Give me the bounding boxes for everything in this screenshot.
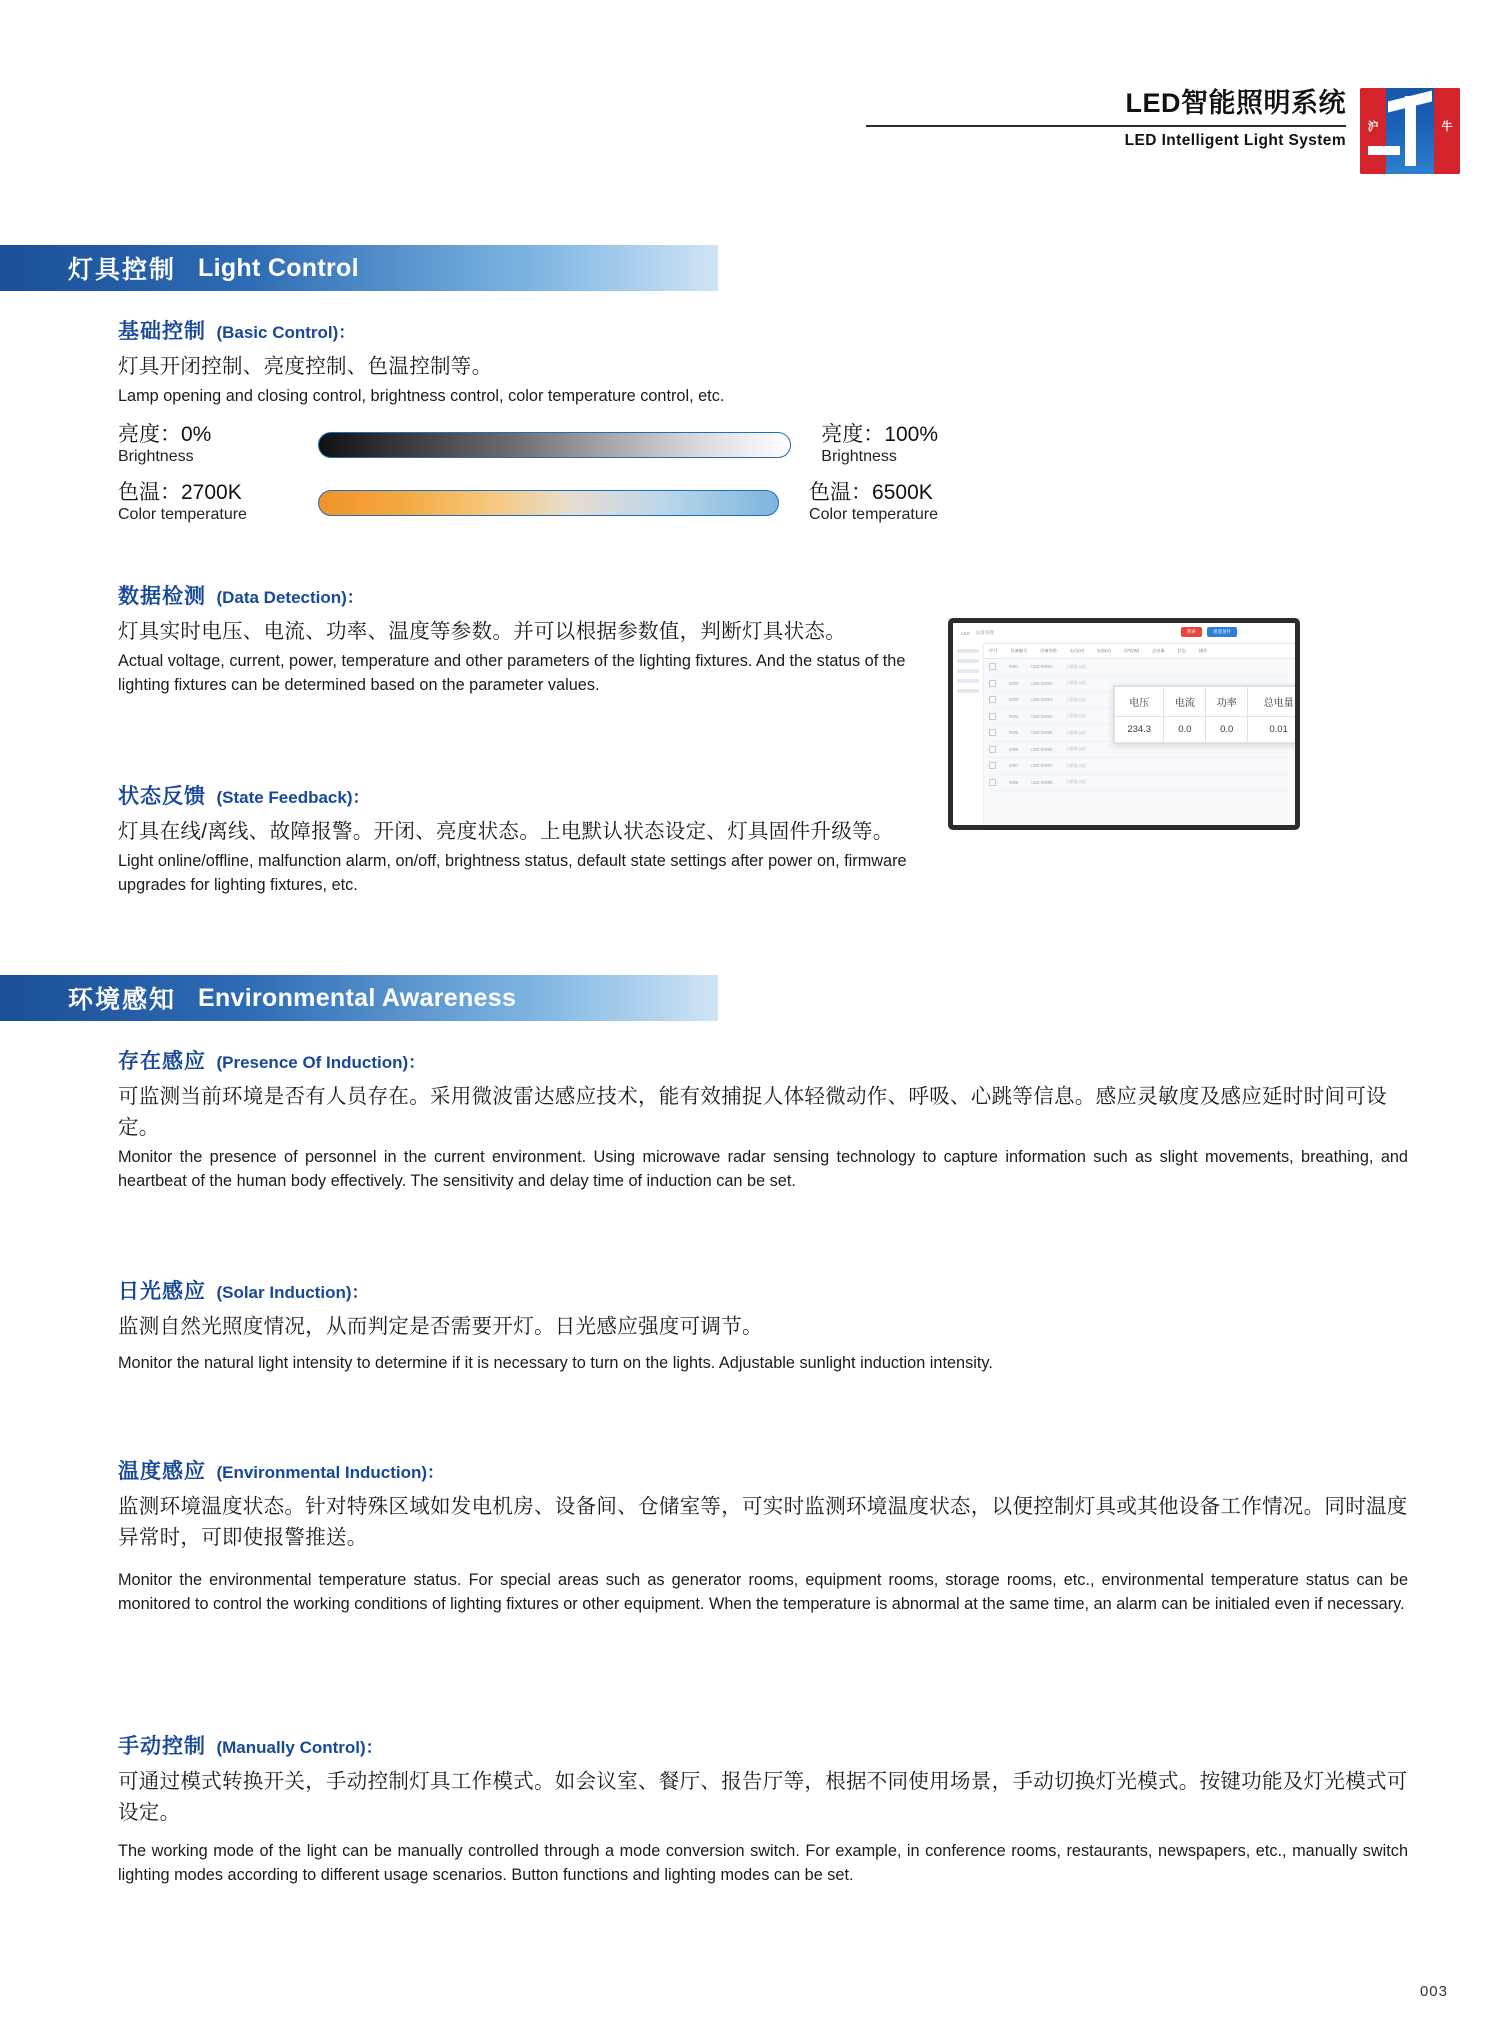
param-value-voltage: 234.3 — [1115, 717, 1164, 743]
sub-heading-manually-control — [118, 1730, 1408, 1760]
cell: 0008 — [1009, 779, 1019, 785]
sidebar-item[interactable] — [957, 669, 979, 673]
cct-value-left: 色温：2700K — [118, 480, 242, 504]
sub-heading-solar-induction — [118, 1275, 1408, 1305]
solar-cn-text: 监测自然光照度情况，从而判定是否需要开灯。日光感应强度可调节。 — [118, 1315, 763, 1338]
sub-heading-en: (Data Detection)： — [216, 588, 364, 607]
section-header-light-control — [0, 245, 718, 291]
row-checkbox[interactable] — [989, 779, 996, 786]
sub-heading-cn: 日光感应 — [118, 1280, 206, 1303]
cell: LED-00001 — [1031, 664, 1053, 670]
cell: 0005 — [1009, 730, 1019, 736]
sub-heading-presence-of-induction — [118, 1045, 1408, 1075]
block-basic-control — [118, 315, 938, 525]
section-title-cn: 环境感知 — [68, 986, 177, 1014]
sub-heading-cn: 温度感应 — [118, 1460, 206, 1483]
color-temperature-slider[interactable] — [318, 490, 779, 516]
sub-heading-cn: 数据检测 — [118, 585, 206, 608]
sub-heading-cn: 基础控制 — [118, 320, 206, 343]
logo-bar — [1368, 146, 1400, 155]
sub-heading-en: (Environmental Induction)： — [216, 1463, 445, 1482]
section-title-en: Environmental Awareness — [198, 983, 517, 1012]
block-state-feedback — [118, 780, 978, 897]
column-header: 序号 — [989, 648, 998, 653]
brightness-value-right: 亮度：100% — [821, 422, 938, 446]
dashboard-buttons — [1181, 627, 1237, 637]
cell: LED-00004 — [1031, 713, 1053, 719]
block-solar-induction — [118, 1275, 1408, 1376]
presence-cn-text: 可监测当前环境是否有人员存在。采用微波雷达感应技术，能有效捕捉人体轻微动作、呼吸、心跳等信息。感应灵敏度及感应延时时间可设定。 — [118, 1085, 1387, 1140]
dashboard-screenshot — [948, 618, 1300, 830]
cell: 0001 — [1009, 664, 1019, 670]
cell: 三层办公区 — [1065, 680, 1087, 686]
page-header — [866, 88, 1460, 174]
basic-control-cn-text: 灯具开闭控制、亮度控制、色温控制等。 — [118, 355, 493, 378]
block-manually-control — [118, 1730, 1408, 1887]
row-checkbox[interactable] — [989, 663, 996, 670]
sub-heading-cn: 存在感应 — [118, 1050, 206, 1073]
toolbar-text: LED — [961, 630, 970, 636]
cct-label-left-en: Color temperature — [118, 506, 247, 524]
block-presence-of-induction — [118, 1045, 1408, 1193]
cell: 0004 — [1009, 713, 1019, 719]
brightness-value-left: 亮度：0% — [118, 422, 212, 446]
sub-heading-environmental-induction — [118, 1455, 1408, 1485]
sub-heading-en: (Presence Of Induction)： — [216, 1053, 426, 1072]
brightness-label-right — [821, 423, 938, 467]
environmental-cn-text: 监测环境温度状态。针对特殊区域如发电机房、设备间、仓储室等，可实时监测环境温度状态，以便控制灯具或其他设备工作情况。同时温度异常时，可即使报警推送。 — [118, 1495, 1408, 1550]
section-title-en: Light Control — [198, 253, 359, 282]
param-value-current: 0.0 — [1164, 717, 1206, 743]
row-checkbox[interactable] — [989, 680, 996, 687]
basic-control-en-text: Lamp opening and closing control, brightness control, color temperature control, etc. — [118, 387, 725, 406]
parameter-value-row — [1115, 717, 1296, 743]
header-title-en: LED Intelligent Light System — [1124, 132, 1346, 150]
sub-heading-cn: 手动控制 — [118, 1735, 206, 1758]
cell: 三层办公区 — [1065, 746, 1087, 752]
manual-cn-text: 可通过模式转换开关，手动控制灯具工作模式。如会议室、餐厅、报告厅等，根据不同使用场景，手动切换灯光模式。按键功能及灯光模式可设定。 — [118, 1770, 1408, 1825]
param-value-power: 0.0 — [1206, 717, 1248, 743]
cell: LED-00008 — [1031, 779, 1053, 785]
cell: 0006 — [1009, 746, 1019, 752]
param-header-current: 电流 — [1164, 687, 1206, 717]
row-checkbox[interactable] — [989, 762, 996, 769]
table-row[interactable] — [989, 775, 1289, 792]
cell: 三层办公区 — [1065, 729, 1087, 735]
column-header: 功率(W) — [1123, 648, 1139, 653]
column-header: 电流(A) — [1096, 648, 1111, 653]
cct-label-right — [809, 481, 938, 525]
row-checkbox[interactable] — [989, 713, 996, 720]
cell: 0007 — [1009, 763, 1019, 769]
cct-label-right-en: Color temperature — [809, 506, 938, 524]
row-checkbox[interactable] — [989, 729, 996, 736]
column-header: 总电量 — [1151, 648, 1165, 653]
state-feedback-cn-text: 灯具在线/离线、故障报警。开闭、亮度状态。上电默认状态设定、灯具固件升级等。 — [118, 820, 894, 843]
sidebar-item[interactable] — [957, 689, 979, 693]
manual-en-text: The working mode of the light can be manually controlled through a mode conversion switch. For example, in conference rooms, restaurants, newspapers, etc., manually switch lighting modes according to different usage scenarios. Button functions and lighting modes can be set. — [118, 1842, 1408, 1884]
dashboard-sidebar — [953, 643, 984, 825]
cct-label — [118, 481, 318, 525]
sub-heading-en: (State Feedback)： — [216, 788, 370, 807]
company-logo — [1360, 88, 1460, 174]
search-button[interactable]: 搜索 — [1181, 627, 1202, 637]
logo-glyph — [1386, 88, 1434, 174]
slider-row-brightness — [118, 423, 938, 467]
sub-heading-en: (Manually Control)： — [216, 1738, 383, 1757]
sidebar-item[interactable] — [957, 659, 979, 663]
brightness-label-right-en: Brightness — [821, 448, 897, 466]
cct-value-right: 色温：6500K — [809, 480, 933, 504]
cell: LED-00003 — [1031, 697, 1053, 703]
sub-heading-data-detection — [118, 580, 928, 610]
cell: LED-00005 — [1031, 730, 1053, 736]
row-checkbox[interactable] — [989, 696, 996, 703]
sidebar-item[interactable] — [957, 679, 979, 683]
sub-heading-state-feedback — [118, 780, 978, 810]
parameter-header-row — [1115, 687, 1296, 717]
header-text — [866, 88, 1346, 154]
presence-en-text: Monitor the presence of personnel in the current environment. Using microwave radar sensing technology to capture information such as slight movements, breathing, and heartbeat of the human body effectively. The sensitivity and delay time of induction can be set. — [118, 1148, 1408, 1190]
cell: 三层办公区 — [1065, 779, 1087, 785]
parameter-callout — [1113, 685, 1295, 744]
data-detection-cn-text: 灯具实时电压、电流、功率、温度等参数。并可以根据参数值，判断灯具状态。 — [118, 620, 846, 643]
cell: 三层办公区 — [1065, 762, 1087, 768]
dashboard-screen — [953, 623, 1295, 825]
column-header: 设备名称 — [1040, 648, 1057, 653]
table-header-row — [983, 644, 1295, 659]
slider-row-cct — [118, 481, 938, 525]
column-header: 电压(V) — [1069, 648, 1084, 653]
page-number: 003 — [1419, 1983, 1448, 2000]
param-header-total-energy: 总电量 — [1248, 687, 1295, 717]
sidebar-item[interactable] — [957, 649, 979, 653]
table-row[interactable] — [989, 659, 1289, 676]
section-title-cn: 灯具控制 — [68, 256, 177, 284]
slider-group — [118, 423, 938, 525]
logo-right-text: 牛 — [1441, 121, 1453, 133]
logo-left-text: 沪 — [1367, 121, 1379, 133]
state-feedback-en-text: Light online/offline, malfunction alarm, on/off, brightness status, default state settings after power on, firmware upgrades for lighting fixtures, etc. — [118, 852, 907, 894]
brightness-label-left-en: Brightness — [118, 448, 194, 466]
table-row[interactable] — [989, 758, 1289, 775]
cell: LED-00006 — [1031, 746, 1053, 752]
column-header: 状态 — [1177, 648, 1186, 653]
param-header-power: 功率 — [1206, 687, 1248, 717]
brightness-slider[interactable] — [318, 432, 791, 458]
cell: 三层办公区 — [1065, 663, 1087, 669]
param-value-total-energy: 0.01 — [1248, 717, 1295, 743]
column-header: 操作 — [1198, 648, 1208, 653]
data-detection-en-text: Actual voltage, current, power, temperature and other parameters of the lighting fixtures. And the status of the lighting fixtures can be determined based on the parameter values. — [118, 652, 906, 694]
cell: 0003 — [1009, 697, 1019, 703]
cell: LED-00007 — [1031, 763, 1053, 769]
param-header-voltage: 电压 — [1115, 687, 1164, 717]
sub-heading-basic-control — [118, 315, 938, 345]
solar-en-text: Monitor the natural light intensity to determine if it is necessary to turn on the lights. Adjustable sunlight induction intensity. — [118, 1354, 993, 1373]
header-divider — [866, 125, 1346, 127]
sub-heading-en: (Solar Induction)： — [216, 1283, 369, 1302]
dashboard-toolbar — [953, 623, 1295, 644]
header-title-cn: LED智能照明系统 — [1125, 88, 1346, 118]
parameter-table — [1114, 686, 1295, 743]
row-checkbox[interactable] — [989, 746, 996, 753]
sub-heading-cn: 状态反馈 — [118, 785, 206, 808]
brightness-label — [118, 423, 318, 467]
environmental-en-text: Monitor the environmental temperature status. For special areas such as generator rooms, equipment rooms, storage rooms, etc., environmental temperature status can be monitored to control the working conditions of lighting fixtures or other equipment. When the temperature is abnormal at the same time, an alarm can be initialed even if necessary. — [118, 1571, 1408, 1613]
block-environmental-induction — [118, 1455, 1408, 1616]
block-data-detection — [118, 580, 928, 697]
cell: 0002 — [1009, 680, 1019, 686]
reset-button[interactable]: 重置条件 — [1207, 627, 1237, 637]
section-header-environmental-awareness — [0, 975, 718, 1021]
cell: 三层办公区 — [1065, 696, 1087, 702]
cell: LED-00002 — [1031, 680, 1053, 686]
sub-heading-en: (Basic Control)： — [216, 323, 356, 342]
cell: 三层办公区 — [1065, 713, 1087, 719]
column-header: 设备编号 — [1010, 648, 1028, 653]
toolbar-text: 设备管理 — [975, 630, 994, 635]
